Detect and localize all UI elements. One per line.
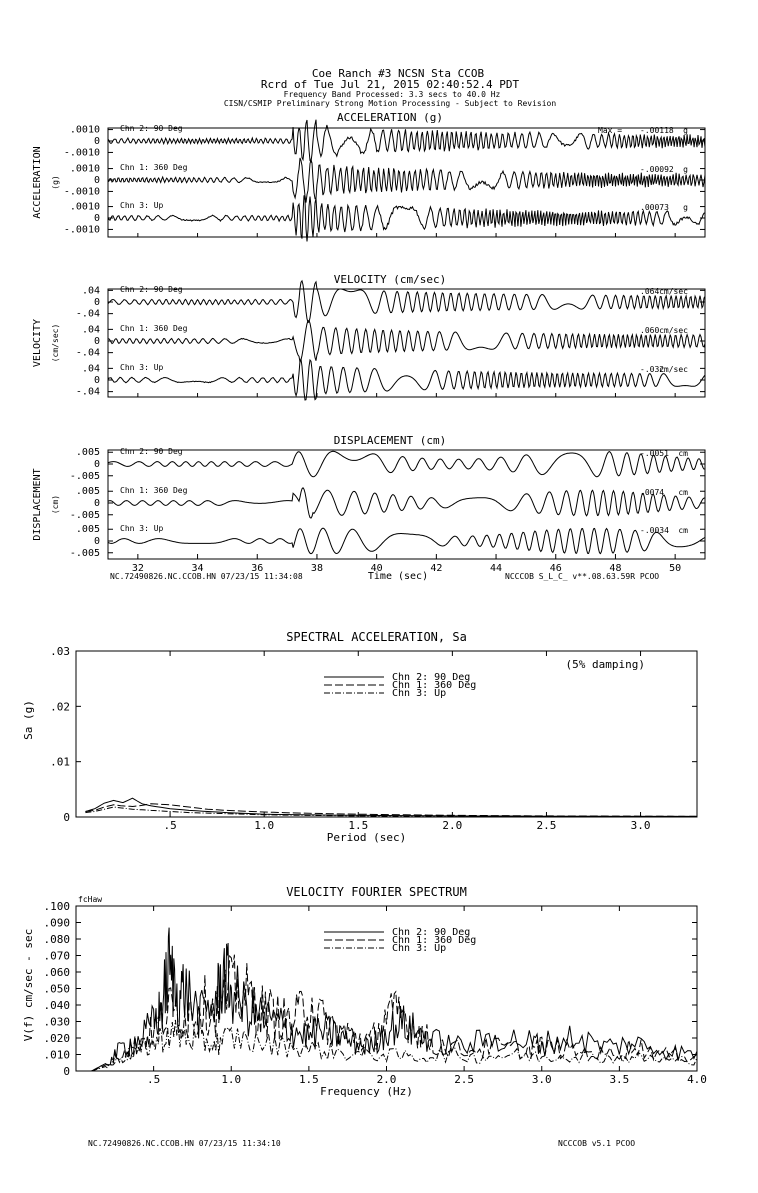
x-tick-label: 32	[131, 563, 144, 574]
waveform-trace	[108, 281, 705, 323]
y-tick-label: .010	[43, 1048, 70, 1062]
waveform-trace	[108, 488, 705, 518]
series-line	[85, 798, 697, 816]
y-tick-label: .080	[43, 933, 70, 946]
y-axis-label: VELOCITY	[32, 318, 43, 368]
channel-max: -.00118	[640, 126, 674, 135]
y-tick-label: .0010	[69, 124, 100, 136]
y-tick-label: .005	[75, 486, 100, 498]
channel-label: Chn 3: Up	[120, 524, 164, 533]
y-tick-label: .01	[50, 755, 70, 769]
x-tick-label: 1.0	[221, 1073, 242, 1086]
channel-label: Chn 3: Up	[120, 363, 164, 372]
x-tick-label: 50	[669, 563, 682, 574]
y-tick-label: 0	[93, 213, 100, 224]
y-tick-label: .060	[43, 966, 70, 979]
waveform-trace	[108, 158, 705, 203]
y-tick-label: .030	[43, 1015, 70, 1029]
chart-title: SPECTRAL ACCELERATION, Sa	[286, 630, 467, 644]
y-tick-label: .04	[81, 324, 100, 336]
y-tick-label: 0	[93, 459, 100, 470]
damping-annotation: (5% damping)	[565, 658, 645, 671]
channel-unit: g	[683, 203, 688, 212]
y-tick-label: -.0010	[63, 186, 100, 198]
channel-max: -.00092	[640, 165, 674, 174]
y-tick-label: 0	[93, 136, 100, 147]
waveform-trace	[108, 321, 705, 363]
legend-entry: Chn 1: 360 Deg	[392, 680, 477, 691]
channel-max: -.0051	[640, 449, 669, 458]
x-tick-label: 2.0	[376, 1073, 397, 1086]
waveform-trace	[108, 528, 705, 554]
channel-label: Chn 2: 90 Deg	[120, 447, 183, 456]
chart-title: DISPLACEMENT (cm)	[333, 434, 447, 447]
chart-title: VELOCITY (cm/sec)	[333, 273, 447, 286]
x-tick-label: 48	[609, 563, 622, 574]
series-line	[92, 1020, 698, 1071]
channel-max: .060	[640, 326, 660, 335]
x-axis-label: Time (sec)	[367, 571, 429, 582]
acceleration-chart	[32, 111, 705, 241]
channel-label: Chn 1: 360 Deg	[120, 486, 188, 495]
channel-unit: g	[683, 126, 688, 135]
y-tick-label: 0	[93, 336, 100, 347]
channel-unit: cm	[678, 449, 688, 458]
x-tick-label: .5	[147, 1073, 161, 1086]
channel-label: Chn 2: 90 Deg	[120, 285, 183, 294]
y-tick-label: 0	[93, 536, 100, 547]
series-line	[85, 804, 697, 817]
x-tick-label: 2.5	[536, 819, 557, 832]
header-line4: CISN/CSMIP Preliminary Strong Motion Processing - Subject to Revision	[223, 99, 557, 108]
channel-max: -.0034	[640, 526, 669, 535]
y-tick-label: .100	[43, 900, 70, 913]
max-label: Max =	[598, 126, 623, 135]
waveform-trace	[108, 451, 705, 476]
chart-footer-left: NC.72490826.NC.CCOB.HN 07/23/15 11:34:08	[110, 572, 303, 581]
y-axis-label: V(f) cm/sec - sec	[22, 928, 35, 1042]
chart-title: VELOCITY FOURIER SPECTRUM	[286, 885, 467, 899]
x-tick-label: .5	[163, 819, 177, 832]
y-tick-label: .02	[50, 700, 70, 714]
y-tick-label: 0	[93, 297, 100, 308]
y-axis-label: ACCELERATION	[32, 146, 43, 219]
channel-unit: cm	[678, 488, 688, 497]
x-tick-label: 46	[549, 563, 562, 574]
y-tick-label: 0	[63, 811, 70, 824]
y-tick-label: .040	[43, 999, 70, 1012]
x-tick-label: 4.0	[687, 1073, 707, 1086]
y-tick-label: -.005	[69, 547, 100, 559]
x-tick-label: 2.0	[442, 819, 463, 832]
y-tick-label: 0	[93, 175, 100, 186]
legend-entry: Chn 1: 360 Deg	[392, 935, 477, 946]
spectral-acceleration-chart	[22, 630, 697, 844]
channel-unit: cm/sec	[659, 326, 688, 335]
fourier-annotation: fcHaw	[78, 895, 103, 904]
x-tick-label: 36	[251, 563, 264, 574]
x-tick-label: 38	[310, 563, 323, 574]
y-tick-label: .04	[81, 285, 100, 297]
x-axis-label: Period (sec)	[326, 831, 407, 844]
y-tick-label: .070	[43, 949, 70, 963]
y-tick-label: 0	[63, 1065, 70, 1078]
channel-label: Chn 2: 90 Deg	[120, 124, 183, 133]
y-tick-label: 0	[93, 375, 100, 386]
y-axis-unit: (g)	[51, 175, 60, 190]
y-axis-unit: (cm)	[51, 494, 60, 515]
x-tick-label: 3.0	[531, 1073, 552, 1086]
x-tick-label: 1.5	[298, 1073, 319, 1086]
legend-entry: Chn 2: 90 Deg	[392, 927, 471, 938]
y-tick-label: .0010	[69, 201, 100, 213]
channel-unit: cm	[678, 526, 688, 535]
x-tick-label: 34	[191, 563, 204, 574]
x-tick-label: 44	[490, 563, 503, 574]
legend-entry: Chn 3: Up	[392, 688, 447, 699]
y-tick-label: .03	[50, 645, 70, 658]
x-tick-label: 3.5	[609, 1073, 630, 1086]
x-tick-label: 3.0	[630, 819, 651, 832]
footer-left: NC.72490826.NC.CCOB.HN 07/23/15 11:34:10	[88, 1139, 281, 1148]
legend-entry: Chn 3: Up	[392, 943, 447, 954]
y-tick-label: -.04	[75, 308, 100, 320]
header-line1: Coe Ranch #3 NCSN Sta CCOB	[311, 67, 485, 80]
channel-max: .00073	[640, 203, 669, 212]
chart-title: ACCELERATION (g)	[337, 111, 443, 124]
y-tick-label: .005	[75, 447, 100, 459]
y-tick-label: -.005	[69, 509, 100, 521]
y-tick-label: -.04	[75, 347, 100, 359]
velocity-chart	[32, 273, 705, 400]
series-line	[85, 807, 697, 816]
footer-right: NCCCOB v5.1 PCOO	[558, 1139, 636, 1148]
y-tick-label: 0	[93, 498, 100, 509]
y-axis-label: Sa (g)	[22, 700, 35, 740]
y-tick-label: .005	[75, 524, 100, 536]
y-tick-label: .04	[81, 363, 100, 375]
x-tick-label: 40	[370, 563, 383, 574]
y-tick-label: -.0010	[63, 224, 100, 236]
channel-unit: g	[683, 165, 688, 174]
channel-label: Chn 3: Up	[120, 201, 164, 210]
y-tick-label: .0010	[69, 163, 100, 175]
header-line2: Rcrd of Tue Jul 21, 2015 02:40:52.4 PDT	[260, 78, 520, 91]
channel-max: -.032	[640, 365, 665, 374]
displacement-chart	[32, 434, 705, 582]
y-axis-unit: (cm/sec)	[51, 323, 60, 363]
y-tick-label: .090	[43, 916, 70, 930]
channel-max: .064	[640, 287, 660, 296]
channel-max: .0074	[640, 488, 665, 497]
channel-label: Chn 1: 360 Deg	[120, 163, 188, 172]
x-tick-label: 1.0	[254, 819, 275, 832]
channel-label: Chn 1: 360 Deg	[120, 324, 188, 333]
x-axis-label: Frequency (Hz)	[320, 1085, 413, 1098]
fourier-spectrum-chart	[22, 885, 707, 1098]
channel-unit: cm/sec	[659, 287, 688, 296]
plot-frame	[76, 651, 697, 817]
x-tick-label: 42	[430, 563, 443, 574]
y-tick-label: -.0010	[63, 147, 100, 159]
y-tick-label: .050	[43, 982, 70, 996]
y-tick-label: -.005	[69, 470, 100, 482]
x-tick-label: 2.5	[454, 1073, 475, 1086]
header-line3: Frequency Band Processed: 3.3 secs to 40.0 Hz	[283, 90, 501, 99]
x-tick-label: 1.5	[348, 819, 369, 832]
y-tick-label: .020	[43, 1032, 70, 1045]
channel-unit: cm/sec	[659, 365, 688, 374]
chart-footer-right: NCCCOB S_L_C_ v**.08.63.59R PCOO	[505, 572, 660, 581]
y-axis-label: DISPLACEMENT	[32, 468, 43, 541]
y-tick-label: -.04	[75, 386, 100, 398]
legend-entry: Chn 2: 90 Deg	[392, 672, 471, 683]
